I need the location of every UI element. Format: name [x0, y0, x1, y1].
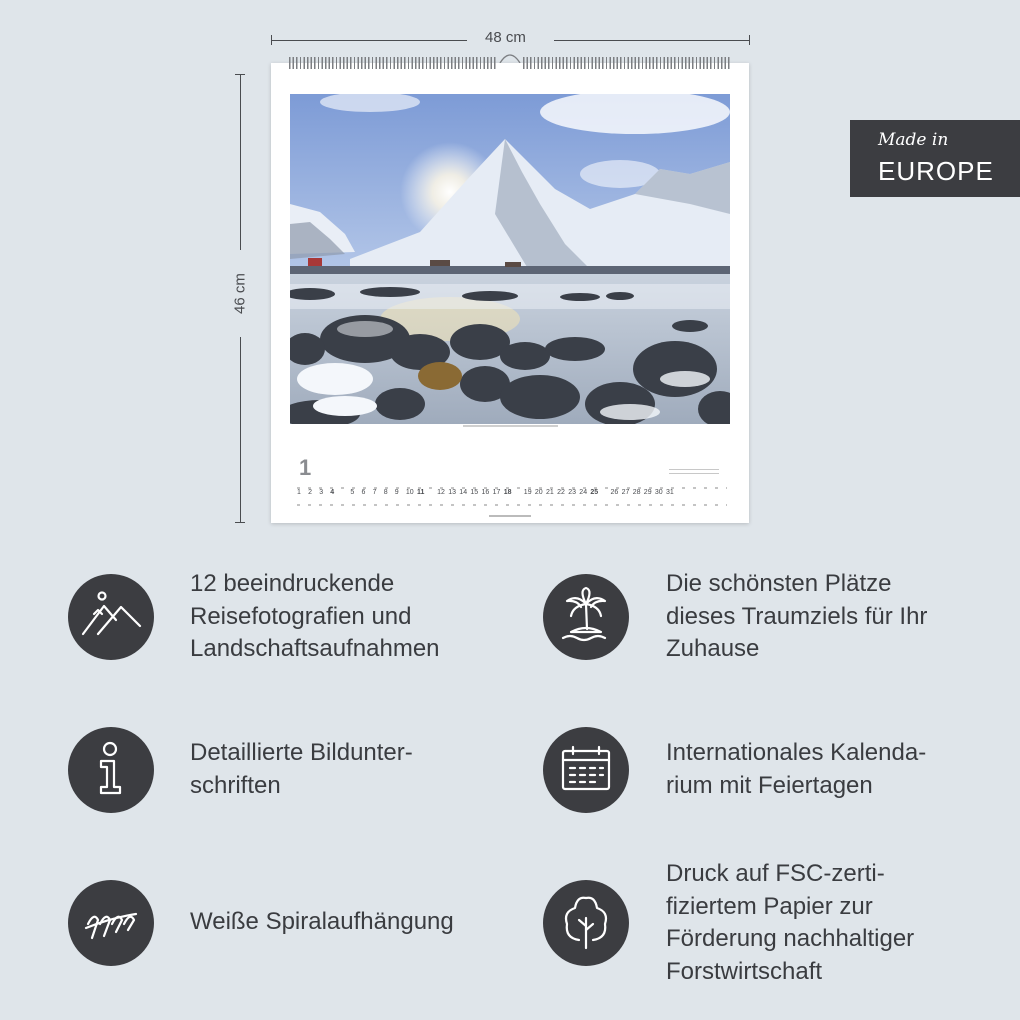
- calendar-day: 14: [459, 489, 468, 496]
- imprint-text: [489, 515, 531, 517]
- calendar-day: 25: [590, 489, 599, 496]
- calendar-day: 12: [437, 489, 445, 496]
- badge-made-in: Made in: [878, 130, 949, 150]
- calendar-photo: [290, 94, 730, 424]
- photo-caption: [290, 425, 730, 427]
- calendar-day: 28: [632, 489, 641, 496]
- calendar-day: 30: [654, 489, 663, 496]
- height-dimension-tick-bottom: [235, 522, 245, 523]
- info-icon: [68, 727, 154, 813]
- spiral-binding-right: [523, 57, 731, 69]
- calendar-day: 11: [417, 489, 425, 496]
- calendar-day: 22: [557, 489, 565, 496]
- calendar-day: 1: [297, 489, 301, 496]
- feature-fsc-text: Druck auf FSC-zerti- fiziertem Papier zur Förderung nachhaltiger Forstwirtschaft: [666, 860, 915, 985]
- calendar-days-row: [297, 489, 727, 501]
- calendar-icon: [543, 727, 629, 813]
- calendar-day: 13: [448, 489, 456, 496]
- calendar-day: 7: [372, 489, 377, 496]
- calendar-day: 29: [643, 489, 652, 496]
- calendar-week-number-row: [297, 504, 727, 506]
- feature-spiral-text: Weiße Spiralaufhängung: [190, 908, 454, 935]
- feature-places-text: Die schönsten Plätze dieses Traumziels für Ihr Zuhause: [666, 570, 928, 662]
- calendar-day: 8: [383, 489, 388, 496]
- palm-island-icon: [543, 574, 629, 660]
- mountains-icon: [68, 574, 154, 660]
- calendar-day: 5: [350, 489, 355, 496]
- hanger-icon: [499, 51, 521, 63]
- calendar-day: 15: [470, 489, 479, 496]
- calendar-day: 3: [319, 489, 324, 496]
- calendar-day: 17: [492, 489, 501, 496]
- calendar-day: 20: [534, 489, 543, 496]
- badge-europe: EUROPE: [878, 156, 994, 186]
- calendar-day: 26: [610, 489, 619, 496]
- calendar-day: 19: [523, 489, 532, 496]
- calendar-day: 16: [481, 489, 490, 496]
- calendar-day: 31: [666, 489, 674, 496]
- spiral-binding-left: [289, 57, 497, 69]
- width-dimension-line-right: [554, 40, 750, 41]
- calendar-day: 27: [621, 489, 630, 496]
- width-dimension-label: 48 cm: [485, 29, 526, 46]
- month-number: 1: [299, 455, 312, 480]
- height-dimension-line-bottom: [240, 337, 241, 522]
- height-dimension-line-top: [240, 74, 241, 250]
- calendar-day: 23: [568, 489, 576, 496]
- calendar-day: 10: [405, 489, 414, 496]
- feature-photos-text: 12 beeindruckende Reisefotografien und Landschaftsaufnahmen: [190, 570, 440, 662]
- calendar-day: 21: [546, 489, 554, 496]
- feature-captions-text: Detaillierte Bildunter- schriften: [190, 739, 413, 799]
- holiday-notes: [669, 469, 719, 477]
- tree-icon: [543, 880, 629, 966]
- made-in-europe-badge: [850, 120, 1020, 197]
- calendar-weekday-row: [297, 487, 727, 489]
- calendar-preview: [271, 63, 749, 523]
- calendar-day: 24: [579, 489, 588, 496]
- feature-calendarium-text: Internationales Kalenda- rium mit Feiertagen: [666, 739, 927, 799]
- calendar-day: 4: [330, 489, 335, 496]
- width-dimension-tick-right: [749, 35, 750, 45]
- calendar-day: 6: [361, 489, 366, 496]
- calendar-day: 9: [394, 489, 399, 496]
- calendar-day: 18: [503, 489, 512, 496]
- height-dimension-label: 46 cm: [231, 273, 249, 314]
- width-dimension-line-left: [271, 40, 467, 41]
- calendar-day: 2: [308, 489, 312, 496]
- spiral-binding-icon: [68, 880, 154, 966]
